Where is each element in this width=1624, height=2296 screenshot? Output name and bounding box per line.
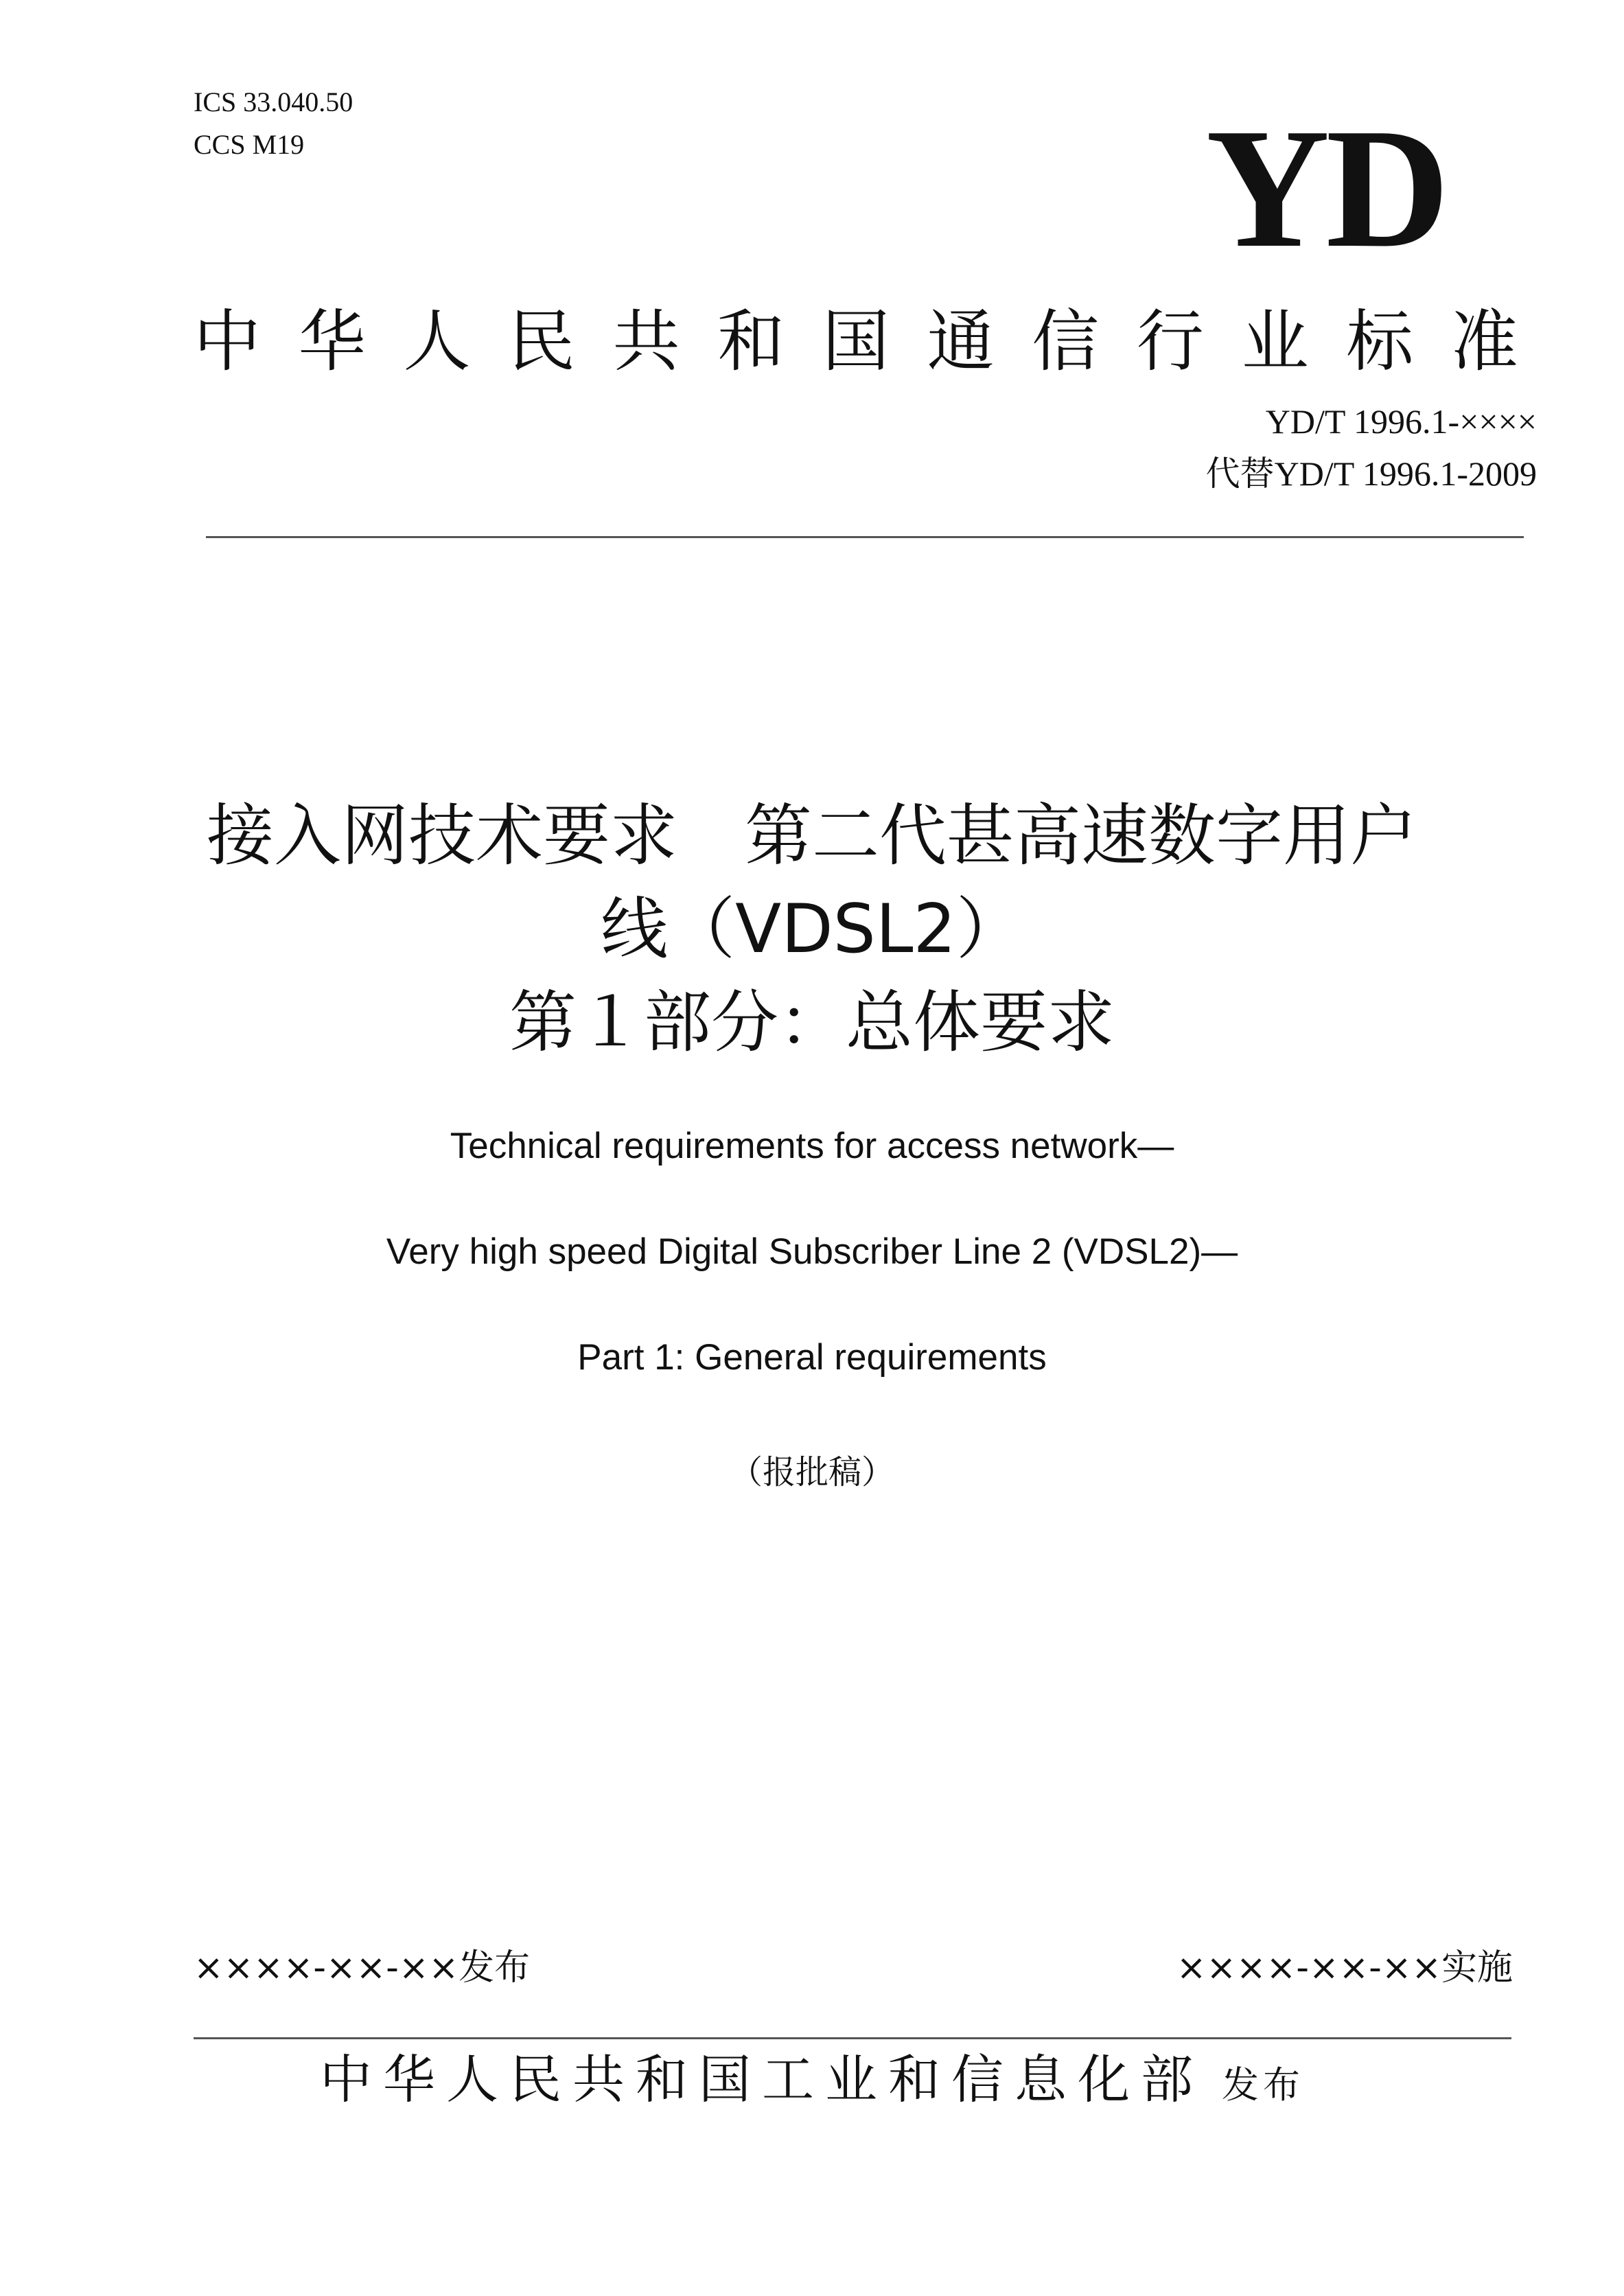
- english-title-line-3: Part 1: General requirements: [577, 1337, 1047, 1378]
- standard-title-char-11: 业: [1241, 303, 1309, 381]
- standard-title-char-5: 共: [612, 303, 680, 381]
- implement-date: ××××-××-××实施: [1176, 1947, 1513, 1988]
- ccs-code: CCS M19: [194, 129, 305, 160]
- standard-title-char-12: 标: [1346, 303, 1414, 381]
- standard-title-char-10: 行: [1136, 303, 1204, 381]
- standard-title-char-7: 国: [822, 303, 890, 381]
- standard-title-char-6: 和: [717, 303, 785, 381]
- standard-number: YD/T 1996.1-××××: [1265, 402, 1537, 441]
- header-divider: [206, 536, 1524, 538]
- replaces-standard: 代替YD/T 1996.1-2009: [1205, 454, 1537, 493]
- chinese-title-line-2: 线（VDSL2）: [601, 890, 1023, 969]
- english-title-line-2: Very high speed Digital Subscriber Line 2 (VDSL2)—: [386, 1231, 1238, 1272]
- chinese-title-line-1: 接入网技术要求 第二代甚高速数字用户: [206, 797, 1417, 875]
- chinese-title-line-3: 第１部分：总体要求: [509, 984, 1115, 1062]
- standard-number-block: [1206, 395, 1537, 500]
- standard-title-char-1: 中: [194, 303, 262, 381]
- draft-status: （报批稿）: [729, 1453, 894, 1492]
- standard-title-char-2: 华: [298, 303, 366, 381]
- standard-title-char-13: 准: [1450, 303, 1518, 381]
- english-title-line-1: Technical requirements for access network—: [450, 1126, 1174, 1166]
- publisher-line: [0, 2042, 1624, 2123]
- standard-title-char-8: 通: [927, 303, 995, 381]
- standard-title-char-9: 信: [1032, 303, 1100, 381]
- footer-divider: [194, 2037, 1511, 2039]
- issue-date: ××××-××-××发布: [194, 1947, 531, 1988]
- standard-title: [194, 301, 1518, 383]
- standard-title-char-4: 民: [507, 303, 575, 381]
- ics-code: ICS 33.040.50: [194, 86, 353, 117]
- publisher-org: 中华人民共和国工业和信息化部: [320, 2049, 1204, 2110]
- yd-logo: YD: [1205, 93, 1446, 283]
- classification-codes: [194, 81, 353, 166]
- chinese-title: [0, 789, 1624, 1069]
- standard-title-char-3: 人: [403, 303, 471, 381]
- publisher-action: 发布: [1222, 2063, 1304, 2107]
